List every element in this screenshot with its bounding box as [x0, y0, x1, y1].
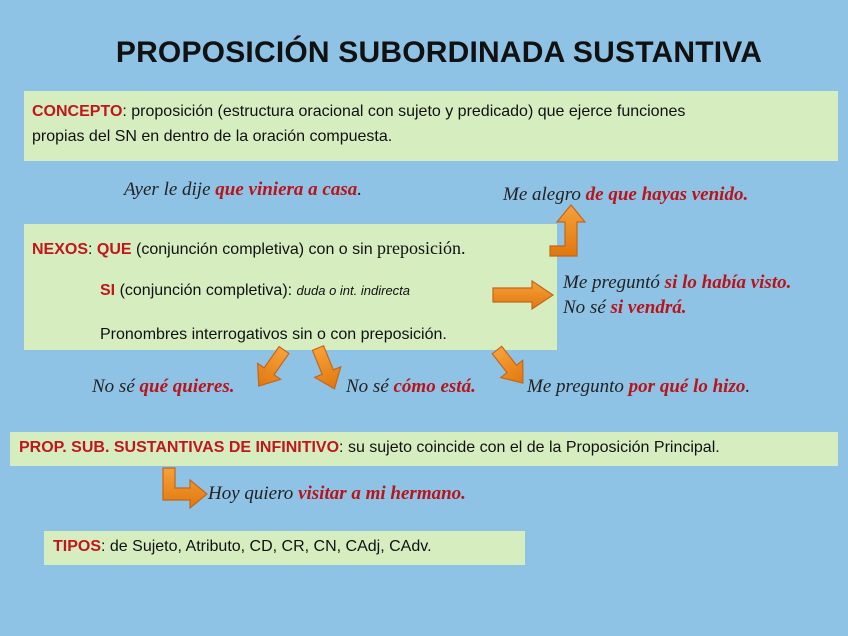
example-porque-highlight: por qué lo hizo — [628, 376, 746, 397]
example-esta-highlight: cómo está. — [393, 376, 476, 397]
example-si-1-highlight: si lo había visto. — [664, 272, 792, 293]
nexos-que-text2: preposición. — [377, 238, 466, 258]
example-si-2-highlight: si vendrá. — [610, 297, 687, 318]
infinitivo-text: : su sujeto coincide con el de la Proposición Principal. — [339, 439, 720, 456]
nexos-si-text: (conjunción completiva): — [115, 282, 297, 299]
arrow-elbow-right-icon — [163, 468, 207, 508]
arrow-down-right-icon — [486, 341, 534, 391]
infinitivo-label: PROP. SUB. SUSTANTIVAS DE INFINITIVO — [19, 439, 340, 456]
arrow-up-elbow-icon — [550, 205, 585, 256]
nexos-label: NEXOS — [32, 241, 89, 258]
example-ayer-suffix: . — [357, 179, 362, 200]
example-infinitivo-highlight: visitar a mi hermano. — [298, 483, 466, 504]
page-title: PROPOSICIÓN SUBORDINADA SUSTANTIVA — [115, 36, 763, 69]
concepto-text-line1: : proposición (estructura oracional con sujeto y predicado) que ejerce funciones — [122, 103, 686, 120]
arrow-down-left-icon — [247, 342, 295, 394]
concepto-label: CONCEPTO — [32, 103, 123, 120]
example-alegro-prefix: Me alegro — [503, 184, 586, 205]
tipos-text: : de Sujeto, Atributo, CD, CR, CN, CAdj, CAdv. — [101, 538, 432, 555]
example-si-1-prefix: Me preguntó — [563, 272, 665, 293]
example-quieres-prefix: No sé — [92, 376, 140, 397]
example-alegro-highlight: de que hayas venido. — [585, 184, 749, 205]
nexos-si-small: duda o int. indirecta — [296, 283, 411, 298]
example-porque-prefix: Me pregunto — [527, 376, 629, 397]
example-esta-prefix: No sé — [346, 376, 394, 397]
concepto-text-line2: propias del SN en dentro de la oración compuesta. — [32, 128, 393, 145]
example-porque-suffix: . — [745, 376, 751, 397]
nexos-pronombres-line: Pronombres interrogativos sin o con preposición. — [100, 326, 447, 343]
example-quieres-highlight: qué quieres. — [139, 376, 235, 397]
nexos-colon: : — [88, 241, 97, 258]
example-ayer-highlight: que viniera a casa — [215, 179, 358, 200]
nexos-si-label: SI — [100, 282, 116, 299]
example-si-2-prefix: No sé — [563, 297, 611, 318]
example-infinitivo-prefix: Hoy quiero — [208, 483, 299, 504]
arrow-down-center-icon — [305, 343, 347, 394]
example-ayer-prefix: Ayer le dije — [124, 179, 216, 200]
nexos-que-text: (conjunción completiva) con o sin — [131, 241, 378, 258]
nexos-que-label: QUE — [96, 241, 132, 258]
arrow-right-icon — [493, 281, 553, 309]
tipos-label: TIPOS — [53, 538, 102, 555]
